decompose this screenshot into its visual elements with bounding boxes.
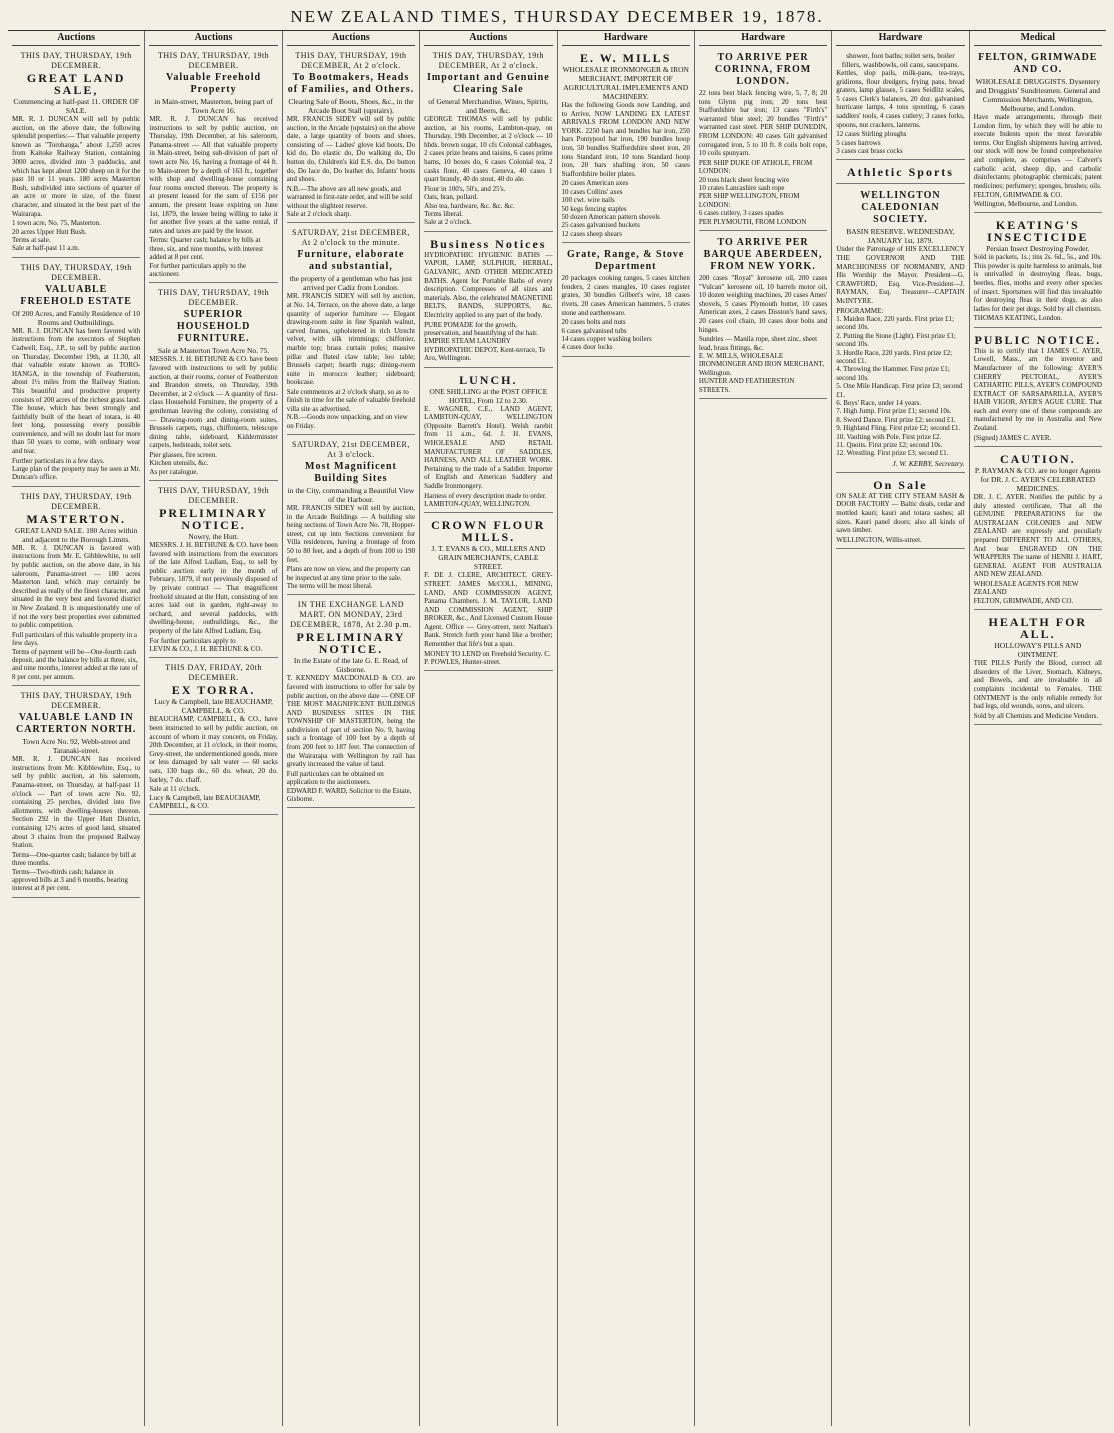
ad-headline: PRELIMINARY NOTICE. <box>296 630 406 657</box>
ad-body: THE PILLS Purify the Blood, correct all disorders of the Liver, Stomach, Kidneys, and Bowels, and are invaluable in all complaints incidental to Females. THE OINTMENT is the only reliable remedy for bad legs, old wounds, sores, and ulcers. <box>973 659 1102 711</box>
ad-list-item: PROGRAMME: <box>836 306 884 315</box>
ad-headline: LUNCH. <box>459 372 518 387</box>
column-1 <box>8 31 145 1426</box>
ad-item-list <box>974 434 1102 442</box>
ad-list-item: Large plan of the property may be seen at Mr. Duncan's office. <box>12 465 141 482</box>
ad-list-item: Further particulars in a few days. <box>12 456 105 465</box>
ad-list-item: 50 kegs fencing staples <box>561 204 627 213</box>
ad-list-item: Sale at 2 o'clock. <box>424 218 472 227</box>
ad-item-list <box>699 159 827 226</box>
ad-date: THIS DAY, THURSDAY, 19th DECEMBER, At 2 o'clock. <box>295 51 407 70</box>
advertisement <box>424 371 552 514</box>
ad-list-item: LEVIN & CO., J. H. BETHUNE & CO. <box>149 645 263 654</box>
ad-subheading: in Main-street, Masterton, being part of Town Acre 16. <box>154 97 273 115</box>
ad-list-item: Kitchen utensils, &c. <box>149 459 209 468</box>
ad-list-item: 3. Hurdle Race, 220 yards. First prize £2; second £1. <box>836 348 953 365</box>
ad-subheading: GREAT LAND SALE. 180 Acres within and adjacent to the Borough Limits. <box>15 525 138 544</box>
ad-item-list <box>424 185 552 227</box>
ad-headline: VALUABLE FREEHOLD ESTATE <box>20 283 132 307</box>
advertisement <box>562 246 690 357</box>
ad-item-list <box>287 185 415 219</box>
ad-list-item: LAMBTON-QUAY, WELLINGTON. <box>424 499 531 508</box>
ad-body: MR. R. J. DUNCAN is favored with instructions from Mr. E. Gibblewhite, to sell by public auction, on the above date, in his saleroom, Panama-street — 180 acres Masterton land, which may certainly be described as really of the finest character, and situated in the very best and favored district in New Zealand. It is unquestionably one of if not the very best properties ever submitted to public competition. <box>12 543 141 630</box>
ad-list-item: 14 cases copper washing boilers <box>561 334 652 343</box>
ad-list-item: 9. Highland Fling. First prize £2; second £1. <box>836 424 961 433</box>
ad-list-item: WHOLESALE AGENTS FOR NEW ZEALAND <box>973 580 1079 597</box>
column-section-heading: Auctions <box>12 31 140 46</box>
advertisement <box>12 490 140 686</box>
ad-list-item: PER SHIP WELLINGTON, FROM LONDON: <box>698 192 800 209</box>
ad-item-list <box>836 130 964 155</box>
ad-body: Sold in packets, 1s.; tins 2s. 6d., 5s., and 10s. This powder is quite harmless to animals, but is unrivalled in destroying fleas, bugs, beetles, flies, moths and every other species of insect. Sportsmen will find this invaluable for destroying fleas in their dogs, as also ladies for their pet dogs. Sold by all chemists. <box>973 253 1102 313</box>
ad-list-item: 1 town acre, No. 75, Masterton. <box>12 219 101 228</box>
ad-list-item: Terms—Two-thirds cash; balance in approved bills at 3 and 6 months, bearing interest at 8 per cent. <box>12 867 128 893</box>
ad-list-item: FELTON, GRIMWADE & CO. <box>973 191 1063 200</box>
ad-headline: TO ARRIVE PER BARQUE ABERDEEN, FROM NEW YORK. <box>703 237 823 272</box>
masthead: NEW ZEALAND TIMES, THURSDAY DECEMBER 19, 1878. <box>290 7 824 26</box>
advertisement <box>287 226 415 435</box>
ad-body: Under the Patronage of HIS EXCELLENCY THE GOVERNOR AND THE MARCHIONESS OF NORMANBY, AND His Worship the Mayor. President—G. CRAWFORD, Esq. Vice-President—J. RAYMAN, Esq. Treasurer—CAPTAIN McINTYRE. <box>836 245 965 305</box>
ad-list-item: PURE POMADE for the growth, preservation, and beautifying of the hair. <box>424 320 538 337</box>
ad-list-item: Sale at half-past 11 a.m. <box>12 244 80 253</box>
ad-list-item: Full particulars can be obtained on application to the auctioneers. <box>286 769 384 787</box>
ad-body: MR. FRANCIS SIDEY will sell by auction, at No. 14, Terrace, on the above date, a large quantity of superior furniture — Elegant drawing-room suite in fine Spanish walnut, carved frames, upholstered in rich Utrecht velvet, with silk trimmings; chiffonier, marble top; brass curtain poles; massive pillar and fluted claw table; loo table; Brussels carpet; hearth rugs; dining-room suite in morocco leather; sideboard; bookcase. <box>286 292 416 387</box>
ad-list-item: 20 cases bolts and nuts <box>561 318 626 327</box>
ad-headline: HEALTH FOR ALL. <box>988 615 1088 642</box>
ad-headline: CROWN FLOUR MILLS. <box>431 518 546 545</box>
ad-headline: WELLINGTON CALEDONIAN SOCIETY. <box>860 190 941 226</box>
ad-item-list <box>12 219 140 253</box>
column-3 <box>283 31 420 1426</box>
ad-list-item: The terms will be most liberal. <box>286 581 373 590</box>
ad-headline: E. W. MILLS <box>580 51 672 65</box>
ad-list-item: 25 cases galvanised buckets <box>561 221 640 230</box>
ad-list-item: 6 cases cutlery, 3 cases spades <box>698 209 784 218</box>
ad-list-item: Lucy & Campbell, late BEAUCHAMP, CAMPBELL, & CO. <box>149 793 261 810</box>
ad-item-list <box>149 236 277 278</box>
ad-list-item: 1. Maiden Race, 220 yards. First prize £1; second 10s. <box>836 314 955 332</box>
ad-list-item: Pier glasses, fire screen. <box>149 450 217 459</box>
column-section-heading: Auctions <box>149 31 277 46</box>
column-section-heading: Hardware <box>836 31 964 46</box>
ad-list-item: Oats, bran, pollard. <box>424 193 478 202</box>
ad-headline: PUBLIC NOTICE. <box>974 332 1102 347</box>
ad-subheading: Persian Insect Destroying Powder. <box>986 244 1090 254</box>
ad-item-list <box>699 335 827 394</box>
ad-list-item: 5. One Mile Handicap. First prize £3; second £1. <box>836 382 963 399</box>
ad-list-item: For further particulars apply to the auctioneer. <box>149 261 246 278</box>
advertisement <box>424 516 552 671</box>
ad-body: DR. J. C. AYER. Notifies the public by a duly attested certificate, That all the GENUINE PREPARATIONS for the AUSTRALIAN COLONIES and NEW ZEALAND are expressly and peculiarly prepared DIFFERENT TO ALL OTHERS, And bear ENGRAVED ON THE WRAPPERS The name of HENRI J. HART, GENERAL AGENT FOR AUSTRALIA AND NEW ZEALAND. <box>973 493 1102 579</box>
ad-list-item: 12 cases Stirling ploughs <box>836 130 907 139</box>
advertisement <box>974 49 1102 213</box>
ad-list-item: (Signed) JAMES C. AYER. <box>973 433 1052 442</box>
column-7 <box>832 31 969 1426</box>
ad-list-item: FELTON, GRIMWADE, AND CO. <box>973 596 1074 605</box>
advertisement <box>149 286 277 481</box>
advertisement <box>12 261 140 487</box>
ad-headline: VALUABLE LAND IN CARTERTON NORTH. <box>16 712 137 736</box>
advertisement <box>287 49 415 223</box>
column-section-heading: Hardware <box>562 31 690 46</box>
ad-item-list <box>836 536 964 544</box>
ad-item-list <box>12 631 140 681</box>
ad-headline: FELTON, GRIMWADE AND CO. <box>978 52 1098 75</box>
ad-headline: To Bootmakers, Heads of Families, and Others. <box>287 72 415 95</box>
ad-body: MR. R. J. DUNCAN will sell by public auction, on the above date, the following splendid properties:— That valuable property known as "Torohanga," about 1,250 acres from Kaitoke Railway Station, containing 3000 acres, divided into 3 paddocks, and which has kept about 1200 sheep on it for the past 10 or 11 years. 180 acres Masterton Bush, subdivided into sections of quarter of an acre or more in size, of the finest character, and situated in the best part of the Wairarapa. <box>12 115 141 218</box>
ad-list-item: PER PLYMOUTH, FROM LONDON <box>698 217 807 226</box>
ad-date: THIS DAY, THURSDAY, 19th DECEMBER, At 2 o'clock. <box>432 51 544 70</box>
ad-list-item: 4 cases door locks <box>561 343 613 352</box>
ad-headline: Most Magnificent Building Sites <box>305 460 397 484</box>
advertisement <box>836 476 964 549</box>
ad-headline: Furniture, elaborate and substantial, <box>297 249 405 273</box>
ad-body: GEORGE THOMAS will sell by public auction, at his rooms, Lambton-quay, on Thursday, 19th December, at 2 o'clock — 10 hhds. brown sugar, 10 cfs Colonial cabbages, 2 cases prize beans and raisins, 6 cases prime hams, 10 boxes do, 6 cases Colonial tea, 2 casks flour, 40 cases Geneva, 40 cases 1 quart brandy, 40 do stout, 40 do ale. <box>424 115 553 184</box>
ad-body: MR. R. J. DUNCAN has received instructions from Mr. Kibblewhite, Esq., to sell by public auction, at his saleroom, Panama-street, on Thursday, at half-past 11 o'clock — Part of town acre No. 92, containing 25 perches, divided into five allotments, with dwelling-houses thereon. Section 292 in the Upper Hutt District, containing 12½ acres of good land, situated about 3 chains from the proposed Railway Station. <box>12 755 141 850</box>
advertisement <box>836 187 964 472</box>
ad-body: E. WAGNER, C.E., LAND AGENT, LAMBTON-QUAY, WELLINGTON (Opposite Barrett's Hotel). Welsh rarebit from 11 a.m., 6d. J. H. EVANS, WHOLESALE AND RETAIL MANUFACTURER OF SADDLES, HARNESS, AND ALL LEATHER WORK. Pertaining to the trade of a Saddler. Importer of English and American Saddlery and Saddle Ironmongery. <box>424 404 553 490</box>
ad-body: Kettles, slop pails, milk-pans, tea-trays, gridirons, flour dredgers, frying pans, bread graters, lamp glasses, 5 cases Seidlitz scales, 5 cases Clerk's balances, 20 doz. galvanised hurricane lamps, 4 tons spouting, 6 cases saddlers' tools, 4 cases cutlery; 3 cases forks, spoons, nut crackers, lanterns. <box>836 69 965 129</box>
ad-subheading: Clearing Sale of Boots, Shoes, &c., in the Arcade Boot Stall (upstairs). <box>288 97 414 115</box>
ad-list-item: 4. Throwing the Hammer. First prize £1; second 10s. <box>836 365 950 382</box>
ad-date: THIS DAY, THURSDAY, 19th DECEMBER. <box>20 51 132 70</box>
ad-list-item: 50 dozen American pattern shovels <box>561 212 660 221</box>
advertisement <box>699 49 827 231</box>
advertisement <box>12 689 140 898</box>
ad-list-item: 5 cases harrows <box>836 138 881 147</box>
column-section-heading: Medical <box>974 31 1102 46</box>
ad-date: SATURDAY, 21st DECEMBER, At 2 o'clock to the minute. <box>292 228 410 248</box>
ad-subheading: of General Merchandise, Wines, Spirits, and Beers, &c. <box>428 97 549 115</box>
ad-subheading: In the Estate of the late G. E. Read, of Gisborne. <box>293 656 408 675</box>
ad-item-list <box>424 650 552 667</box>
ad-list-item: Terms: Quarter cash; balance by bills at three, six, and nine months, with interest added at 8 per cent. <box>149 236 264 262</box>
ad-headline: Business Notices <box>430 236 547 251</box>
advertisement <box>149 661 277 815</box>
ad-body: MR. FRANCIS SIDEY will sell by public auction, in the Arcade (upstairs) on the above date, a large quantity of boots and shoes, consisting of — Ladies' glove kid boots, Do kid do, Do elastic do, Do walking do, Do button do, Children's kid E.S. do, Do button do, Do lace do, Do leather do, Infants' boots and shoes. <box>286 115 416 184</box>
column-5 <box>558 31 695 1426</box>
ad-list-item: 10 cases Collins' axes <box>561 187 623 196</box>
ad-body: Have made arrangements, through their London firm, by which they will be able to execute Indents upon the most favorable terms. Our English shipments having arrived, our stock will now be found comprehensive and complete, as comprises — Calvert's carbolic acid, sheep dip, and carbolic disinfectants; photographic chemicals; patent medicines; perfumery; sponges, brushes; oils. <box>973 113 1102 190</box>
advertisement <box>974 216 1102 328</box>
ad-headline: SUPERIOR HOUSEHOLD FURNITURE. <box>176 309 251 345</box>
ad-list-item: 7. High Jump. First prize £1; second 10s. <box>836 407 952 416</box>
column-section-heading: Auctions <box>424 31 552 46</box>
ad-subheading: Town Acre No. 92, Webb-street and Taranaki-street. <box>22 737 131 756</box>
ad-list-item: Terms liberal. <box>424 209 463 218</box>
column-section-heading: Auctions <box>287 31 415 46</box>
ad-list-item: EMPIRE STEAM LAUNDRY HYDROPATHIC DEPOT, Kent-terrace, Te Aro, Wellington. <box>424 337 546 363</box>
column-4 <box>420 31 557 1426</box>
ad-body: 200 cases "Royal" kerosene oil, 200 cases "Vulcan" kerosene oil, 10 barrels motor oil, 10 dozen weighing machines, 20 cases Ames' shovels, 5 cases Plymouth butter, 10 cases American axes, 2 cases Disston's hand saws, 20 cases coil chain, 10 cases door bolts and hinges. <box>698 274 828 334</box>
ad-body: HYDROPATHIC HYGIENIC BATHS — VAPOR, LAMP, SULPHUR, HERBAL, GALVANIC, AND OTHER MEDICATED BATHS. Agent for Portable Baths of every description. Compresses of all sizes and materials. Also, the celebrated MAGNETINE BELTS, BANDS, SUPPORTS, &c. Electricity applied to any part of the body. <box>424 250 553 319</box>
ad-list-item: EDWARD F. WARD, Solicitor to the Estate, Gisborne. <box>286 786 412 804</box>
advertisement <box>424 235 552 368</box>
ad-body: F. DE J. CLERE, ARCHITECT, GREY-STREET. JAMES McCOLL, MINING, LAND, AND COMMISSION AGENT, Panama Chambers. J. M. TAYLOR, LAND AND COMMISSION AGENT, SHIP BROKER, &c., And Licensed Custom House Agent. Office — Grey-street, next Nathan's Bank. Stretch forth your hand like a brother; Remember that life's but a span. <box>424 571 553 649</box>
ad-list-item: Sale commences at 2 o'clock sharp, so as to finish in time for the sale of valuable freehold villa site as advertised. <box>286 387 416 413</box>
ad-item-list <box>562 179 690 238</box>
ad-headline: PRELIMINARY NOTICE. <box>159 506 269 533</box>
ad-subheading: Commencing at half-past 11. ORDER OF SALE. <box>13 97 139 115</box>
ad-headline: Important and Genuine Clearing Sale <box>426 72 550 95</box>
advertisement <box>974 613 1102 725</box>
ad-item-list <box>287 565 415 590</box>
ad-list-item: 12 cases sheep shears <box>561 229 622 238</box>
ad-body: MR. FRANCIS SIDEY will sell by auction, in the Arcade Buildings — A building site being sections of Town Acre No. 78, Hopper-street, cut up into Sections convenient for Villa residences, having a frontage of from 50 to 80 feet, and a depth of from 100 to 190 feet. <box>286 503 416 564</box>
ad-body: This is to certify that I JAMES C. AYER, Lowell, Mass., am the inventor and Manufacturer of the following: AYER'S CHERRY PECTORAL, AYER'S CATHARTIC PILLS, AYER'S COMPOUND EXTRACT OF SARSAPARILLA, AYER'S HAIR VIGOR, AYER'S AGUE CURE. That each and every one of these compounds are manufactured by me in Australia and New Zealand. <box>973 346 1102 433</box>
ad-body: MR. R. J. DUNCAN has received instructions to sell by public auction, on Thursday, 19th December, at his saleroom, Panama-street — All that valuable property in Main-street, being sub-division of part of town acre No. 16, having a frontage of 44 ft. to Main-street by a depth of 163 ft., together with shop and dwelling-house containing four rooms erected thereon. The property is at present leased for the sum of £156 per annum, the present lease expiring on June 1st, 1879, the lessee being willing to take it for another five years at the same rental, if rates and taxes are paid by the lessor. <box>149 115 278 235</box>
ad-item-list <box>974 191 1102 208</box>
ad-item-list <box>149 637 277 654</box>
ad-body: MESSRS. J. H. BETHUNE & CO. have been favored with instructions to sell by public auction, at their rooms, corner of Featherston and Brandon streets, on Thursday, 19th December, at 2 o'clock — A quantity of first-class Household Furniture, the property of a gentleman leaving the colony, consisting of — Drawing-room and dining-room suites, Brussels carpets, rugs, chiffoniers, telescope dining table, sideboard, Kidderminster carpets, bedsteads, toilet sets. <box>149 355 278 450</box>
ad-list-item: Full particulars of this valuable property in a few days. <box>12 630 137 648</box>
advertisement <box>974 331 1102 447</box>
ad-body: ON SALE AT THE CITY STEAM SASH & DOOR FACTORY — Baltic deals, cedar and mottled kauri; kauri and totara sashes; all sizes. Kauri panel doors; also all kinds of sawn timber. <box>836 491 965 535</box>
ad-list-item: 20 tons black sheet fencing wire <box>698 175 790 184</box>
ad-list-item: N.B.—The above are all new goods, and warranted in first-rate order, and will be sold without the slightest reserve. <box>286 184 413 210</box>
ad-list-item: 20 acres Upper Hutt Bush. <box>12 227 87 236</box>
ad-subheading: Of 200 Acres, and Family Residence of 10 Rooms and Outbuildings. <box>12 308 141 327</box>
columns-container <box>8 31 1106 1426</box>
ad-date: THIS DAY, THURSDAY, 19th DECEMBER. <box>20 491 132 511</box>
ad-subheading: Nowry, the Hutt. <box>188 532 239 542</box>
ad-list-item: WELLINGTON, Willis-street. <box>836 535 922 544</box>
ad-subheading: ONE SHILLING at the POST OFFICE HOTEL, From 12 to 2.30. <box>429 386 548 405</box>
ad-subheading: WHOLESALE IRONMONGER & IRON MERCHANT, IMPORTER OF AGRICULTURAL IMPLEMENTS AND MACHINERY. <box>562 65 689 101</box>
ad-list-item: Plans are now on view, and the property can be inspected at any time prior to the sale. <box>286 565 411 582</box>
ad-list-item: 6 cases galvanised tubs <box>561 326 627 335</box>
ad-subheading: P. RAYMAN & CO. are no longer Agents for DR. J. C. AYER'S CELEBRATED MEDICINES. <box>974 466 1101 494</box>
ad-headline: Athletic Sports <box>846 165 954 180</box>
column-8 <box>970 31 1106 1426</box>
ad-list-item: Also tea, hardware, &c. &c. &c. <box>424 201 515 210</box>
ad-item-list <box>424 321 552 363</box>
advertisement <box>562 49 690 243</box>
ad-subheading: in the City, commanding a Beautiful View of the Harbour. <box>287 485 415 504</box>
ad-list-item: Sale at 11 o'clock. <box>149 785 201 794</box>
ad-headline: On Sale <box>873 477 928 492</box>
ad-subheading: HOLLOWAY'S PILLS AND OINTMENT. <box>994 641 1082 660</box>
ad-list-item: E. W. MILLS, WHOLESALE IRONMONGER AND IRON MERCHANT, Wellington. <box>698 351 824 377</box>
ad-list-item: 10 crates Lancashire sash rope <box>698 183 785 192</box>
ad-item-list <box>562 318 690 352</box>
ad-item-list <box>12 457 140 482</box>
ad-headline: MASTERTON. <box>26 511 127 526</box>
ad-body: BEAUCHAMP, CAMPBELL, & CO., have been instructed to sell by public auction, on account of whom it may concern, on Friday, 20th December, at 11 o'clock, in their rooms, Grey-street, the undermentioned goods, more or less damaged by salt water — 60 sacks oats, 130 bags do., 60 do. wheat, 20 do. barley, 7 do. chaff. <box>149 715 278 784</box>
ad-list-item: 100 cwt. wire nails <box>561 196 615 205</box>
ad-date: THIS DAY, THURSDAY, 19th DECEMBER. <box>157 51 270 70</box>
ad-subheading: Lucy & Campbell, late BEAUCHAMP, CAMPBELL, & CO. <box>154 697 273 716</box>
advertisement <box>149 484 277 658</box>
ad-list-item: 8. Sword Dance. First prize £2; second £1. <box>836 415 956 424</box>
ad-subheading: shower, foot baths; toilet sets, boiler fillers, washbowls, oil cans, saucepans. <box>841 51 960 69</box>
ad-list-item: 20 cases American axes <box>561 179 629 188</box>
advertisement <box>287 438 415 595</box>
ad-list-item: 12. Wrestling. First prize £3; second £1. <box>836 449 949 458</box>
ad-list-item: Terms at sale. <box>12 235 51 244</box>
ad-item-list <box>287 388 415 430</box>
ad-list-item: HUNTER AND FEATHERSTON STREETS. <box>698 377 795 394</box>
advertisement <box>836 163 964 184</box>
column-2 <box>145 31 282 1426</box>
ad-date: THIS DAY, THURSDAY, 19th DECEMBER. <box>157 486 270 506</box>
ad-subheading: BASIN RESERVE. WEDNESDAY, JANUARY 1st, 1879. <box>846 227 955 246</box>
ad-list-item: PER SHIP DUKE OF ATHOLE, FROM LONDON: <box>698 158 813 176</box>
advertisement <box>699 234 827 399</box>
ad-headline: KEATING'S INSECTICIDE <box>987 218 1089 245</box>
ad-list-item: 6. Boys' Race, under 14 years. <box>836 399 922 407</box>
column-section-heading: Hardware <box>699 31 827 46</box>
ad-item-list <box>974 712 1102 720</box>
ad-list-item: 2. Putting the Stone (Light). First prize £1; second 10s. <box>836 331 956 349</box>
ad-body: MESSRS. J. H. BETHUNE & CO. have been favored with instructions from the executors of the late Alfred Ludlam, Esq., to sell by public auction early in the month of February, 1879, if not previously disposed of by private contract — That magnificent freehold situated at the Hutt, consisting of ten acres laid out in garden, right-away to orchard, and several paddocks, with dwelling-house, outbuildings, &c., the property of the late Alfred Ludlam, Esq. <box>149 541 278 636</box>
ad-body: T. KENNEDY MACDONALD & CO. are favored with instructions to offer for sale by public auction, on the above date — ONE OF THE MOST MAGNIFICENT BUILDINGS AND BUSINESS SITES IN THE TOWNSHIP OF MASTERTON, being the subdivision of part of section No. 9, having such a frontage of 100 feet by a depth of from 200 feet to 187 feet. The connection of the Wairarapa with Wellington by rail has greatly increased the value of land. <box>286 674 416 769</box>
ad-headline: EX TORRA. <box>171 683 256 698</box>
ad-body: 20 packages cooking ranges, 5 cases kitchen fenders, 2 cases mangles, 10 cases register grates, 30 bundles Gilbert's wire, 18 cases rivets, 20 cases American hammers, 5 crates stone and earthenware. <box>561 274 690 317</box>
ad-list-item: Sold by all Chemists and Medicine Vendors. <box>973 711 1099 720</box>
ad-list-item: For further particulars apply to <box>149 636 236 645</box>
ad-headline: GREAT LAND SALE, <box>26 71 126 97</box>
ad-list-item: 10. Vaulting with Pole. First prize £2. <box>836 432 942 441</box>
ad-list-item: As per catalogue. <box>149 467 199 476</box>
ad-list-item: 11. Quoits. First prize £2; second 10s. <box>836 441 943 450</box>
ad-date: SATURDAY, 21st DECEMBER, At 3 o'clock. <box>292 439 410 459</box>
ad-list-item: Terms—One-quarter cash; balance by bill at three months. <box>12 850 137 868</box>
ad-list-item: 3 cases cast brass cocks <box>836 146 903 155</box>
ad-item-list <box>12 851 140 893</box>
ad-item-list <box>424 492 552 509</box>
ad-headline: Valuable Freehold Property <box>166 72 262 95</box>
ad-body: 22 tons best black fencing wire, 5, 7, 8; 20 tons Glynn pig iron; 20 tons best Staffordshire bar iron; 13 cases "Firth's" warranted blue steel; 20 bundles "Firth's" warranted cast steel. PER SHIP DUNEDIN, FROM LONDON: 40 cases Gilt galvanised corrugated iron, 5 to 10 ft. 8 coils bolt rope, 10 coils spunyarn. <box>698 89 828 158</box>
ad-list-item: Wellington, Melbourne, and London. <box>973 199 1078 208</box>
ad-subheading: the property of a gentleman who has just arrived per Cadiz from London. <box>289 274 413 293</box>
ad-body: Has the following Goods now Landing, and to Arrive, NOW LANDING EX LATEST ARRIVALS FROM LONDON AND NEW YORK. 2250 bars and bundles bar iron, 250 bars Pontypool bar iron, 190 bundles hoop iron, 50 bundles Staffordshire sheet iron, 20 tons Standard iron, 10 tons Standard hoop iron, 20 bars shafting iron, 50 cases Staffordshire boiler plates. <box>561 101 690 178</box>
ad-list-item: Sundries — Manila rope, sheet zinc, sheet lead, brass fittings, &c. <box>698 335 818 352</box>
ad-list-item: N.B.—Goods now unpacking, and on view on Friday. <box>286 413 408 430</box>
ad-date: THIS DAY, THURSDAY, 19th DECEMBER. <box>20 691 132 711</box>
ad-item-list <box>974 314 1102 322</box>
advertisement <box>287 598 415 808</box>
ad-date: THIS DAY, THURSDAY, 19th DECEMBER. <box>157 288 270 308</box>
ad-subheading: WHOLESALE DRUGGISTS. Dysentery and Druggists' Sundriesmen. General and Commission Merchants, Wellington, Melbourne, and London. <box>975 77 1101 113</box>
column-6 <box>695 31 832 1426</box>
advertisement <box>12 49 140 258</box>
ad-date: THIS DAY, THURSDAY, 19th DECEMBER. <box>20 262 132 282</box>
ad-item-list <box>149 785 277 810</box>
advertisement <box>424 49 552 232</box>
ad-item-list <box>974 580 1102 605</box>
ad-item-list <box>287 770 415 804</box>
ad-headline: TO ARRIVE PER CORINNA, FROM LONDON. <box>714 52 812 87</box>
ad-list-item: MONEY TO LEND on Freehold Security. C. P. POWLES, Hunter-street. <box>424 649 551 667</box>
ad-list-item: Terms of payment will be—One-fourth cash deposit, and the balance by bills at three, six, and nine months, interest added at the rate of 8 per cent. per annum. <box>12 647 138 681</box>
ad-list-item: Sale at 2 o'clock sharp. <box>286 209 352 218</box>
advertisement <box>149 49 277 283</box>
ad-body: MR. R. J. DUNCAN has been favored with instructions from the executors of Stephen Cadwell, Esq., J.P., to sell by public auction on Thursday, December 19th, at 11.30, all that valuable estate known as TORO-HANGA, in the township of Featherston, about 1½ miles from the Railway Station. This beautiful and productive property consists of 200 acres of the richest grass land. The house, which has been strongly and faithfully built of the heart of totara, is 40 feet long, possessing every possible convenience, and will no doubt last for more than 50 years to come, with ordinary wear and tear. <box>12 326 141 456</box>
ad-date: THIS DAY, FRIDAY, 20th DECEMBER. <box>165 663 262 683</box>
ad-date: IN THE EXCHANGE LAND MART. ON MONDAY, 23rd DECEMBER, 1878, At 2.30 p.m. <box>290 600 412 630</box>
advertisement <box>974 450 1102 610</box>
ad-headline: Grate, Range, & Stove Department <box>567 249 685 273</box>
ad-headline: CAUTION. <box>999 452 1076 467</box>
ad-item-list <box>836 307 964 458</box>
ad-list-item: Flour in 100's, 50's, and 25's. <box>424 184 506 193</box>
ad-signature: J. W. KERBY, Secretary. <box>892 458 965 468</box>
ad-subheading: Sale at Masterton Town Acre No. 75. <box>157 346 270 356</box>
ad-subheading: J. T. EVANS & CO., MILLERS AND GRAIN MERCHANTS, CABLE STREET. <box>431 544 546 572</box>
ad-item-list <box>149 451 277 476</box>
advertisement <box>836 49 964 160</box>
ad-list-item: THOMAS KEATING, London. <box>973 314 1063 323</box>
ad-list-item: Harness of every description made to order. <box>424 491 547 500</box>
